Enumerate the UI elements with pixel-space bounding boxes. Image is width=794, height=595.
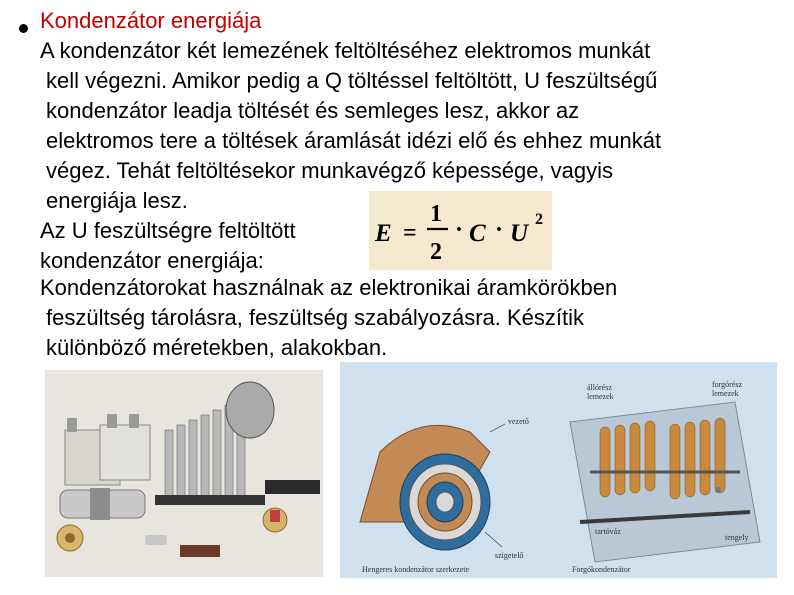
usage-text: [40, 273, 617, 363]
paragraph-line: végez. Tehát feltöltésekor munkavégző képessége, vagyis: [46, 158, 614, 183]
caption-rotary: Forgókondenzátor: [572, 565, 631, 574]
structure-illustration: [340, 362, 777, 578]
energy-formula: [369, 191, 552, 270]
formula-numerator: 1: [430, 201, 442, 227]
formula-u: U: [510, 220, 529, 247]
formula-dot: ·: [495, 217, 504, 243]
paragraph-line: A kondenzátor két lemezének feltöltéséhez elektromos munkát: [40, 38, 651, 63]
formula-dot: ·: [455, 217, 464, 243]
heading: Kondenzátor energiája: [40, 8, 262, 33]
paragraph-line: energiája lesz.: [46, 188, 188, 213]
capacitors-photo: [45, 370, 323, 577]
formula-exponent: 2: [535, 211, 543, 228]
bullet-icon: [19, 24, 28, 33]
formula-graphic: [369, 191, 552, 270]
usage-line: különböző méretekben, alakokban.: [46, 335, 388, 360]
capacitor-structure-diagram: [340, 362, 777, 578]
paragraph-line: elektromos tere a töltések áramlását idézi elő és ehhez munkát: [46, 128, 662, 153]
label-tengely: tengely: [725, 533, 749, 542]
formula-denominator: 2: [430, 239, 442, 265]
label-vezeto: vezető: [508, 417, 529, 426]
formula-c: C: [469, 220, 486, 247]
label-forgo-1: forgórész: [712, 380, 743, 389]
energy-line: Az U feszültségre feltöltött: [40, 218, 296, 243]
label-allo-2: lemezek: [587, 392, 614, 401]
usage-line: feszültség tárolásra, feszültség szabályozásra. Készítik: [46, 305, 585, 330]
label-szigetelo: szigetelő: [495, 551, 524, 560]
capacitors-illustration: [45, 370, 323, 577]
paragraph-line: kondenzátor leadja töltését és semleges lesz, akkor az: [46, 98, 580, 123]
label-tartovaz: tartóváz: [595, 527, 621, 536]
label-allo-1: állórész: [587, 383, 612, 392]
caption-cylindrical: Hengeres kondenzátor szerkezete: [362, 565, 470, 574]
label-forgo-2: lemezek: [712, 389, 739, 398]
formula-lhs: E: [375, 220, 392, 247]
paragraph-line: kell végezni. Amikor pedig a Q töltéssel feltöltött, U feszültségű: [46, 68, 658, 93]
formula-equals: =: [403, 220, 417, 246]
usage-line: Kondenzátorokat használnak az elektronikai áramkörökben: [40, 275, 618, 300]
energy-line: kondenzátor energiája:: [40, 248, 264, 273]
